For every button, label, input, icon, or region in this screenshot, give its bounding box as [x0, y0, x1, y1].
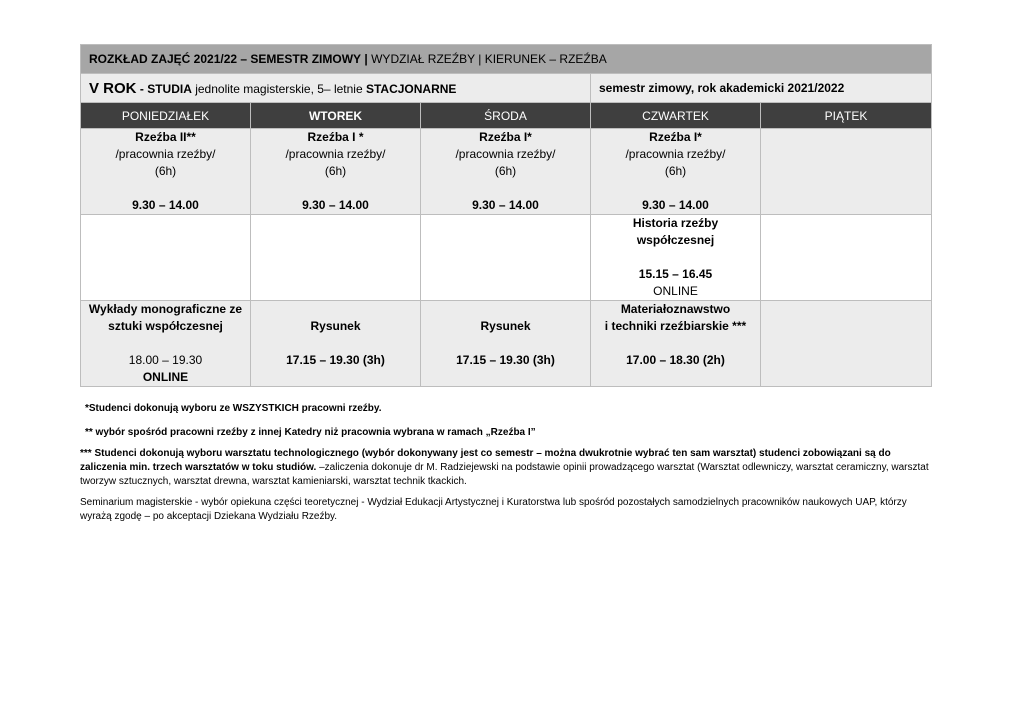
class-hours: (6h) — [664, 164, 687, 178]
class-cell — [421, 301, 591, 387]
class-mode: ONLINE — [653, 284, 698, 298]
class-cell — [591, 129, 761, 215]
class-time: 9.30 – 14.00 — [302, 198, 369, 212]
title-bold: ROZKŁAD ZAJĘĆ 2021/22 – SEMESTR ZIMOWY — [89, 52, 362, 66]
class-title: Rzeźba I * — [307, 130, 364, 144]
class-title: Rysunek — [310, 319, 361, 333]
class-cell — [81, 129, 251, 215]
footnote-3 — [80, 447, 940, 489]
footnote-3-bold: *** Studenci dokonują wyboru warsztatu technologicznego (wybór dokonywany jest co semestr – można dwukrotnie wybrać ten sam warsztat) studenci zobowiązani są do zaliczenia min. trzech warsztatów w toku studiów. — [80, 448, 891, 473]
class-cell — [421, 129, 591, 215]
footnote-1: *Studenci dokonują wyboru ze WSZYSTKICH pracowni rzeźby. — [85, 403, 382, 414]
class-hours: (6h) — [324, 164, 347, 178]
class-cell — [591, 215, 761, 301]
empty-cell — [81, 215, 251, 301]
empty-cell — [761, 129, 932, 215]
class-cell — [251, 301, 421, 387]
class-title-line1: Wykłady monograficzne ze — [88, 302, 243, 316]
title-separator: | — [364, 52, 368, 66]
title-separator: | — [478, 52, 482, 66]
day-header-tuesday: WTOREK — [251, 103, 421, 129]
class-title-line1: Historia rzeźby — [632, 216, 719, 230]
footnote-3-rest: –zaliczenia dokonuje dr M. Radziejewski na podstawie opinii prowadzącego warsztat (Warsztat odlewniczy, warsztat ceramiczny, warsztat tworzyw sztucznych, warsztat drewna, warsztat kamieniarski, warsztat technik tkackich. — [80, 462, 929, 487]
footnote-4: Seminarium magisterskie - wybór opiekuna części teoretycznej - Wydział Edukacji Artystycznej i Kuratorstwa lub spośród pozostałych samodzielnych pracowników naukowych UAP, którzy wyrażą zgodę – po akceptacji Dziekana Wydziału Rzeźby. — [80, 497, 907, 522]
class-time: 9.30 – 14.00 — [472, 198, 539, 212]
class-time: 17.15 – 19.30 (3h) — [456, 353, 555, 367]
semester-label: semestr zimowy, rok akademicki 2021/2022 — [599, 81, 845, 95]
class-title-line2: sztuki współczesnej — [108, 319, 223, 333]
class-subtitle: /pracownia rzeźby/ — [455, 147, 556, 161]
schedule-title — [81, 45, 932, 74]
class-subtitle: /pracownia rzeźby/ — [625, 147, 726, 161]
day-header-monday: PONIEDZIAŁEK — [81, 103, 251, 129]
day-header-wednesday: ŚRODA — [421, 103, 591, 129]
class-mode: ONLINE — [142, 370, 189, 384]
class-cell — [251, 129, 421, 215]
class-cell — [591, 301, 761, 387]
footnote-2: ** wybór spośród pracowni rzeźby z innej Katedry niż pracownia wybrana w ramach „Rzeźba I” — [85, 427, 536, 438]
class-title-line2: i techniki rzeźbiarskie *** — [604, 319, 747, 333]
class-time: 15.15 – 16.45 — [638, 267, 713, 281]
title-major: KIERUNEK – RZEŹBA — [484, 52, 607, 66]
class-title: Rzeźba II** — [135, 130, 196, 144]
studies-description: jednolite magisterskie, 5– letnie — [195, 81, 363, 96]
class-time: 18.00 – 19.30 — [128, 353, 203, 367]
class-time: 9.30 – 14.00 — [132, 198, 199, 212]
class-hours: (6h) — [154, 164, 177, 178]
studies-mode: STACJONARNE — [365, 81, 457, 96]
class-title-line2: współczesnej — [636, 233, 715, 247]
studies-dash: - STUDIA — [139, 81, 192, 96]
class-time: 9.30 – 14.00 — [642, 198, 709, 212]
class-time: 17.00 – 18.30 (2h) — [626, 353, 725, 367]
year-label: V ROK — [89, 79, 137, 97]
empty-cell — [761, 301, 932, 387]
empty-cell — [761, 215, 932, 301]
class-subtitle: /pracownia rzeźby/ — [115, 147, 216, 161]
class-hours: (6h) — [494, 164, 517, 178]
class-time: 17.15 – 19.30 (3h) — [286, 353, 385, 367]
empty-cell — [421, 215, 591, 301]
class-title: Rzeźba I* — [479, 130, 532, 144]
title-department: WYDZIAŁ RZEŹBY — [371, 52, 475, 66]
class-title-line1: Materiałoznawstwo — [620, 302, 731, 316]
class-subtitle: /pracownia rzeźby/ — [285, 147, 386, 161]
class-cell — [81, 301, 251, 387]
class-title: Rysunek — [480, 319, 531, 333]
day-header-thursday: CZWARTEK — [591, 103, 761, 129]
semester-info — [591, 74, 932, 103]
day-header-friday: PIĄTEK — [761, 103, 932, 129]
empty-cell — [251, 215, 421, 301]
studies-info — [81, 74, 591, 103]
schedule-table — [80, 44, 932, 387]
class-title: Rzeźba I* — [649, 130, 702, 144]
